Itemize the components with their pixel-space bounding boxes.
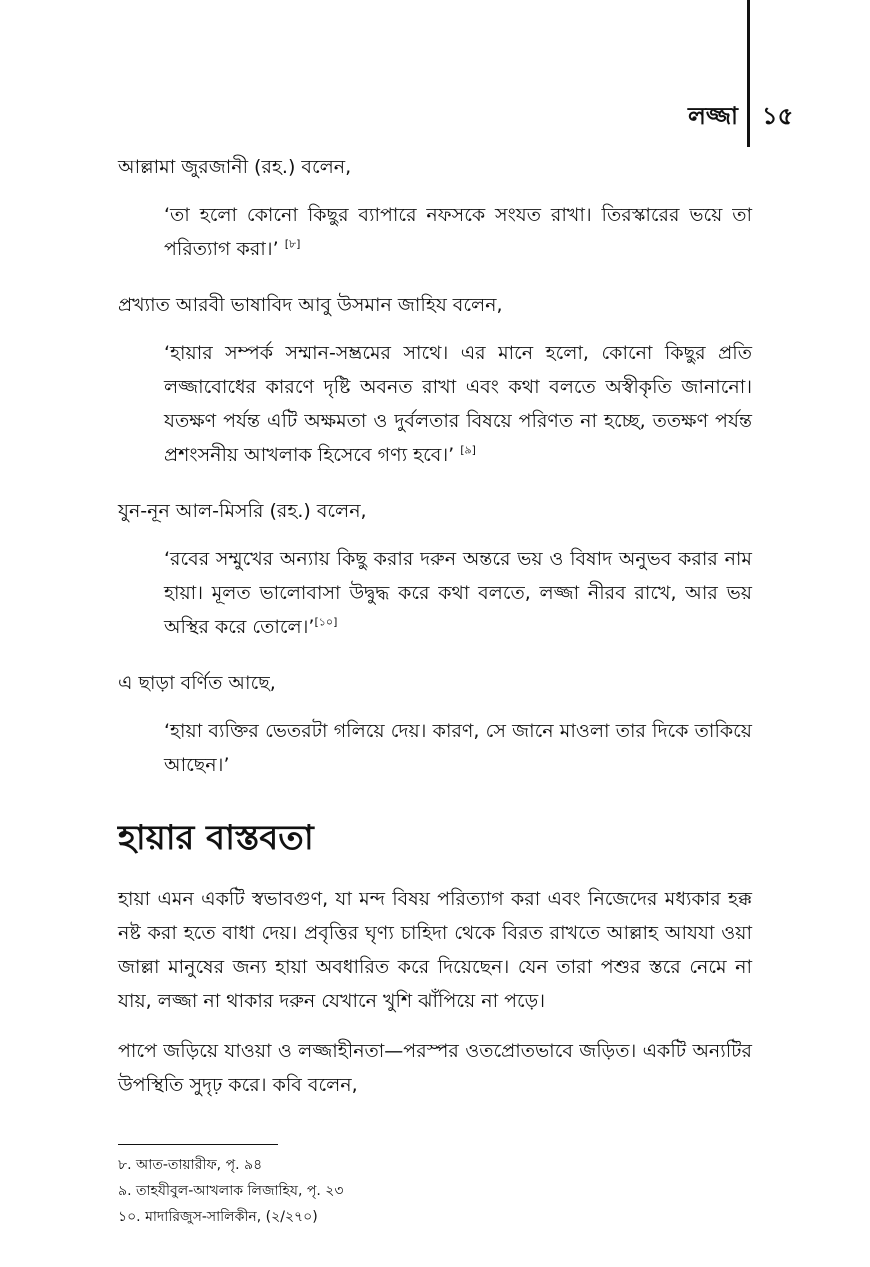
block-quote xyxy=(164,198,752,266)
quote-text: ‘হায়ার সম্পর্ক সম্মান-সম্ভ্রমের সাথে। এর মানে হলো, কোনো কিছুর প্রতি লজ্জাবোধের কারণে দৃষ্টি অবনত রাখা এবং কথা বলতে অস্বীকৃতি জানানো। যতক্ষণ পর্যন্ত এটি অক্ষমতা ও দুর্বলতার বিষয়ে পরিণত না হচ্ছে, ততক্ষণ পর্যন্ত প্রশংসনীয় আখলাক হিসেবে গণ্য হবে।’ xyxy=(164,342,752,466)
quote-text: ‘তা হলো কোনো কিছুর ব্যাপারে নফসকে সংযত রাখা। তিরস্কারের ভয়ে তা পরিত্যাগ করা।’ xyxy=(164,204,752,260)
quote-text: ‘হায়া ব্যক্তির ভেতরটা গলিয়ে দেয়। কারণ, সে জানে মাওলা তার দিকে তাকিয়ে আছেন।’ xyxy=(164,720,752,776)
footnote-reference[interactable]: [৮] xyxy=(284,237,301,251)
block-quote xyxy=(164,336,752,472)
running-title: লজ্জা xyxy=(687,102,738,130)
block-quote xyxy=(164,542,752,644)
body-paragraph: পাপে জড়িয়ে যাওয়া ও লজ্জাহীনতা—পরস্পর ওতপ্রোতভাবে জড়িত। একটি অন্যটির উপস্থিতি সুদৃঢ় করে। কবি বলেন, xyxy=(118,1040,752,1096)
footnote-reference[interactable]: [৯] xyxy=(460,443,476,457)
header-vertical-rule xyxy=(747,0,750,147)
quote-intro: যুন-নূন আল-মিসরি (রহ.) বলেন, xyxy=(118,500,367,522)
section-heading: হায়ার বাস্তবতা xyxy=(118,818,314,858)
footnote: ১০. মাদারিজুস-সালিকীন, (২/২৭০) xyxy=(118,1209,318,1225)
footnotes xyxy=(118,1152,752,1230)
footnote: ৯. তাহযীবুল-আখলাক লিজাহিয, পৃ. ২৩ xyxy=(118,1183,344,1199)
page-body xyxy=(118,150,752,1118)
quote-intro: এ ছাড়া বর্ণিত আছে, xyxy=(118,672,276,694)
block-quote xyxy=(164,714,752,782)
quote-text: ‘রবের সম্মুখের অন্যায় কিছু করার দরুন অন্তরে ভয় ও বিষাদ অনুভব করার নাম হায়া। মূলত ভালোবাসা উদ্বুদ্ধ করে কথা বলতে, লজ্জা নীরব রাখে, আর ভয় অস্থির করে তোলে।’ xyxy=(164,548,752,638)
quote-intro: আল্লামা জুরজানী (রহ.) বলেন, xyxy=(118,156,352,178)
quote-intro: প্রখ্যাত আরবী ভাষাবিদ আবু উসমান জাহিয বলেন, xyxy=(118,294,503,316)
body-paragraph: হায়া এমন একটি স্বভাবগুণ, যা মন্দ বিষয় পরিত্যাগ করা এবং নিজেদের মধ্যকার হক্ক নষ্ট করা হতে বাধা দেয়। প্রবৃত্তির ঘৃণ্য চাহিদা থেকে বিরত রাখতে আল্লাহ আযযা ওয়া জাল্লা মানুষের জন্য হায়া অবধারিত করে দিয়েছেন। যেন তারা পশুর স্তরে নেমে না যায়, লজ্জা না থাকার দরুন যেখানে খুশি ঝাঁপিয়ে না পড়ে। xyxy=(118,888,752,1012)
footnote: ৮. আত-তায়ারীফ, পৃ. ৯৪ xyxy=(118,1157,263,1173)
page-number: ১৫ xyxy=(762,102,794,130)
footnote-reference[interactable]: [১০] xyxy=(314,615,338,629)
footnote-divider xyxy=(118,1144,278,1145)
